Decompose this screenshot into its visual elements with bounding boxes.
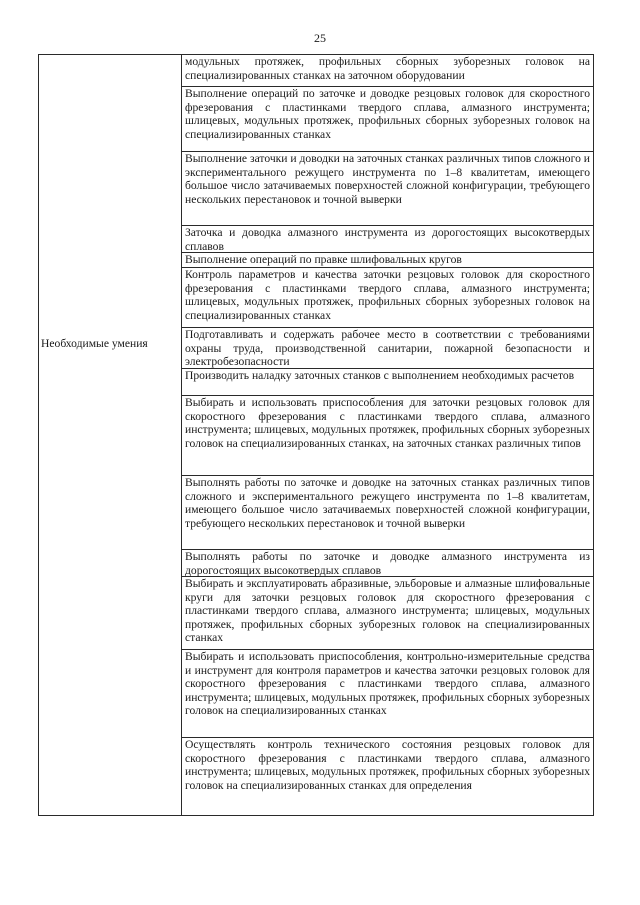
table-cell: Выполнение заточки и доводки на заточных станках различных типов сложного и экспериментального режущего инструмента по 1–8 квалитетам, имеющего большое число затачиваемых поверхностей сложной конфигурации, требующего нескольких перестановок и точной выверки [182, 152, 593, 226]
table-cell: Выбирать и использовать приспособления для заточки резцовых головок для скоростного фрезерования с пластинками твердого сплава, алмазного инструмента; шлицевых, модульных протяжек, профильных сборных зуборезных головок на специализированных станках, на заточных станках различных типов [182, 396, 593, 476]
table-cell: Выбирать и эксплуатировать абразивные, эльборовые и алмазные шлифовальные круги для заточки резцовых головок для скоростного фрезерования с пластинками твердого сплава, алмазного инструмента; шлицевых, модульных протяжек, профильных сборных зуборезных головок на специализированных станках [182, 577, 593, 650]
page-number: 25 [314, 31, 326, 45]
requirements-table [38, 54, 594, 816]
content-column [182, 55, 594, 816]
table-cell: Выполнять работы по заточке и доводке на заточных станках различных типов сложного и экспериментального режущего инструмента по 1–8 квалитетам, имеющего большое число затачиваемых поверхностей сложной конфигурации, требующего нескольких перестановок и точной выверки [182, 476, 593, 550]
label-column [39, 55, 182, 816]
row-label-required-skills: Необходимые умения [41, 337, 148, 350]
table-cell: Производить наладку заточных станков с выполнением необходимых расчетов [182, 369, 593, 396]
table-cell: Заточка и доводка алмазного инструмента из дорогостоящих высокотвердых сплавов [182, 226, 593, 253]
table-cell: Выполнение операций по правке шлифовальных кругов [182, 253, 593, 268]
table-cell: Подготавливать и содержать рабочее место в соответствии с требованиями охраны труда, производственной санитарии, пожарной безопасности и электробезопасности [182, 328, 593, 369]
table-cell: Контроль параметров и качества заточки резцовых головок для скоростного фрезерования с пластинками твердого сплава, алмазного инструмента; шлицевых, модульных протяжек, профильных сборных зуборезных головок на специализированных станках [182, 268, 593, 328]
table-row [39, 55, 594, 816]
table-cell: модульных протяжек, профильных сборных зуборезных головок на специализированных станках на заточном оборудовании [182, 55, 593, 87]
table-cell: Выбирать и использовать приспособления, контрольно-измерительные средства и инструмент для контроля параметров и качества заточки резцовых головок для скоростного фрезерования с пластинками твердого сплава, алмазного инструмента; шлицевых, модульных протяжек, профильных сборных зуборезных головок на специализированных станках [182, 650, 593, 738]
table-cell: Выполнение операций по заточке и доводке резцовых головок для скоростного фрезерования с пластинками твердого сплава, алмазного инструмента; шлицевых, модульных протяжек, профильных сборных зуборезных головок на специализированных станках [182, 87, 593, 152]
table-cell: Осуществлять контроль технического состояния резцовых головок для скоростного фрезерования с пластинками твердого сплава, алмазного инструмента; шлицевых, модульных протяжек, профильных сборных зуборезных головок на специализированных станках для определения [185, 738, 590, 792]
table-cell: Выполнять работы по заточке и доводке алмазного инструмента из дорогостоящих высокотвердых сплавов [182, 550, 593, 577]
